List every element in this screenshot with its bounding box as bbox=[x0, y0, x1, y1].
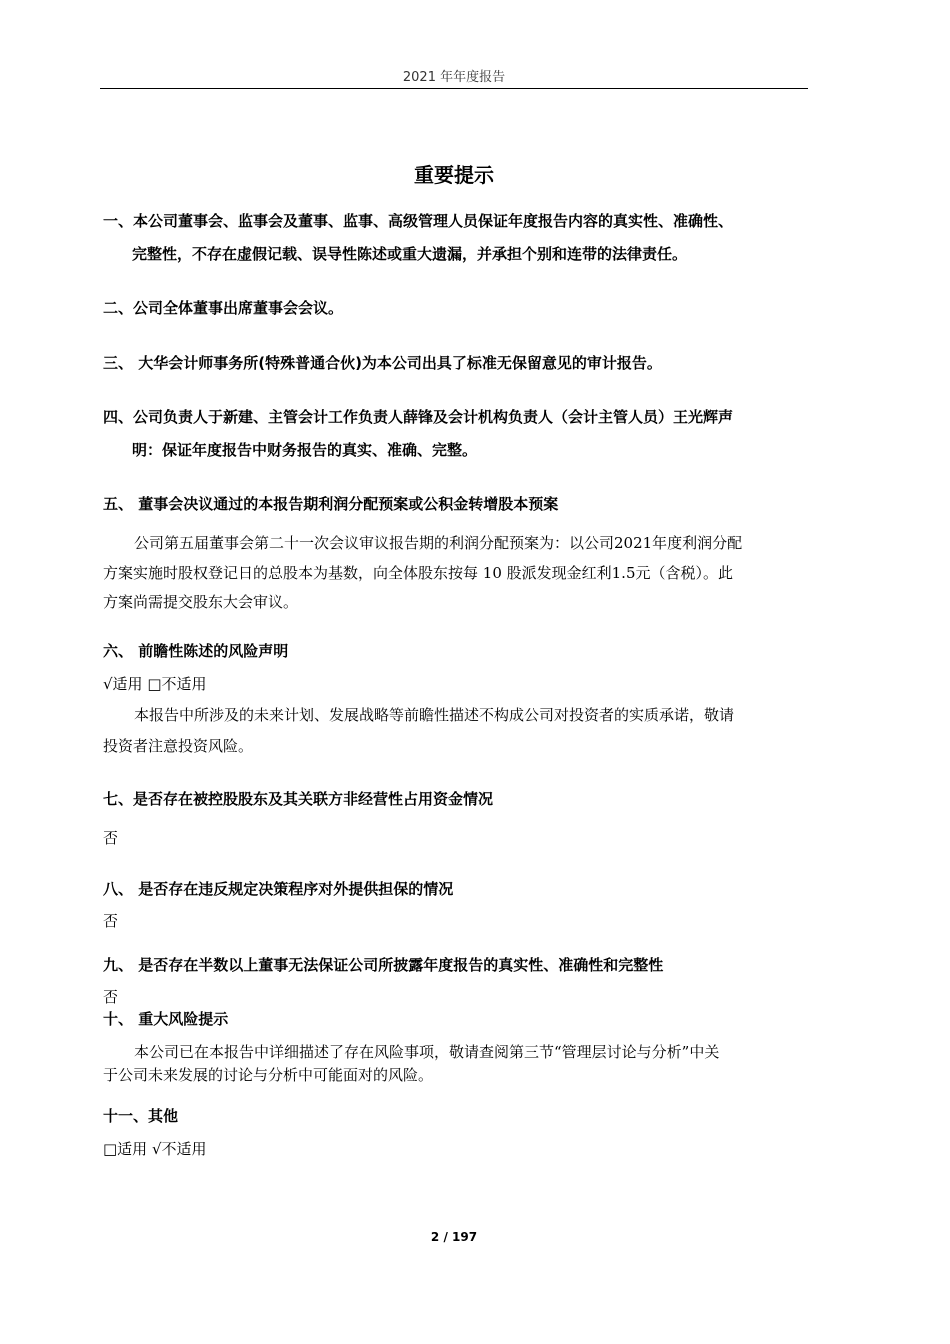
section-11-applicability: □适用 √不适用 bbox=[103, 1140, 207, 1158]
section-6-heading: 六、 前瞻性陈述的风险声明 bbox=[103, 642, 289, 660]
page-title: 重要提示 bbox=[414, 163, 494, 187]
section-4-line-2: 明：保证年度报告中财务报告的真实、准确、完整。 bbox=[132, 441, 478, 459]
section-5-body-line-2: 方案实施时股权登记日的总股本为基数，向全体股东按每 10 股派发现金红利1.5元（含税）。此 bbox=[103, 564, 733, 582]
section-8-heading: 八、 是否存在违反规定决策程序对外提供担保的情况 bbox=[103, 880, 454, 898]
section-1-line-1: 一、本公司董事会、监事会及董事、监事、高级管理人员保证年度报告内容的真实性、准确性、 bbox=[103, 212, 734, 230]
section-5-heading: 五、 董事会决议通过的本报告期利润分配预案或公积金转增股本预案 bbox=[103, 495, 559, 513]
section-6-applicability: √适用 □不适用 bbox=[103, 675, 207, 693]
header-rule bbox=[100, 88, 808, 89]
section-4-line-1: 四、公司负责人于新建、主管会计工作负责人薛锋及会计机构负责人（会计主管人员）王光辉声 bbox=[103, 408, 734, 426]
section-6-body-line-2: 投资者注意投资风险。 bbox=[103, 737, 254, 755]
section-9-answer: 否 bbox=[103, 988, 119, 1006]
section-5-body-line-3: 方案尚需提交股东大会审议。 bbox=[103, 593, 299, 611]
section-7-heading: 七、是否存在被控股股东及其关联方非经营性占用资金情况 bbox=[103, 790, 494, 808]
section-6-body-line-1: 本报告中所涉及的未来计划、发展战略等前瞻性描述不构成公司对投资者的实质承诺，敬请 bbox=[134, 706, 735, 724]
section-10-body-line-2: 于公司未来发展的讨论与分析中可能面对的风险。 bbox=[103, 1066, 434, 1084]
section-7-answer: 否 bbox=[103, 829, 119, 847]
section-8-answer: 否 bbox=[103, 912, 119, 930]
section-2-line-1: 二、公司全体董事出席董事会会议。 bbox=[103, 299, 344, 317]
page-number: 2 / 197 bbox=[430, 1230, 478, 1244]
section-10-body-line-1: 本公司已在本报告中详细描述了存在风险事项，敬请查阅第三节“管理层讨论与分析”中关 bbox=[134, 1043, 720, 1061]
section-11-heading: 十一、其他 bbox=[103, 1107, 179, 1125]
section-1-line-2: 完整性，不存在虚假记载、误导性陈述或重大遗漏，并承担个别和连带的法律责任。 bbox=[132, 245, 688, 263]
section-10-heading: 十、 重大风险提示 bbox=[103, 1010, 229, 1028]
running-header: 2021 年年度报告 bbox=[402, 70, 506, 85]
section-9-heading: 九、 是否存在半数以上董事无法保证公司所披露年度报告的真实性、准确性和完整性 bbox=[103, 956, 664, 974]
section-5-body-line-1: 公司第五届董事会第二十一次会议审议报告期的利润分配预案为：以公司2021年度利润分配 bbox=[134, 534, 743, 552]
section-3-line-1: 三、 大华会计师事务所(特殊普通合伙)为本公司出具了标准无保留意见的审计报告。 bbox=[103, 354, 662, 372]
